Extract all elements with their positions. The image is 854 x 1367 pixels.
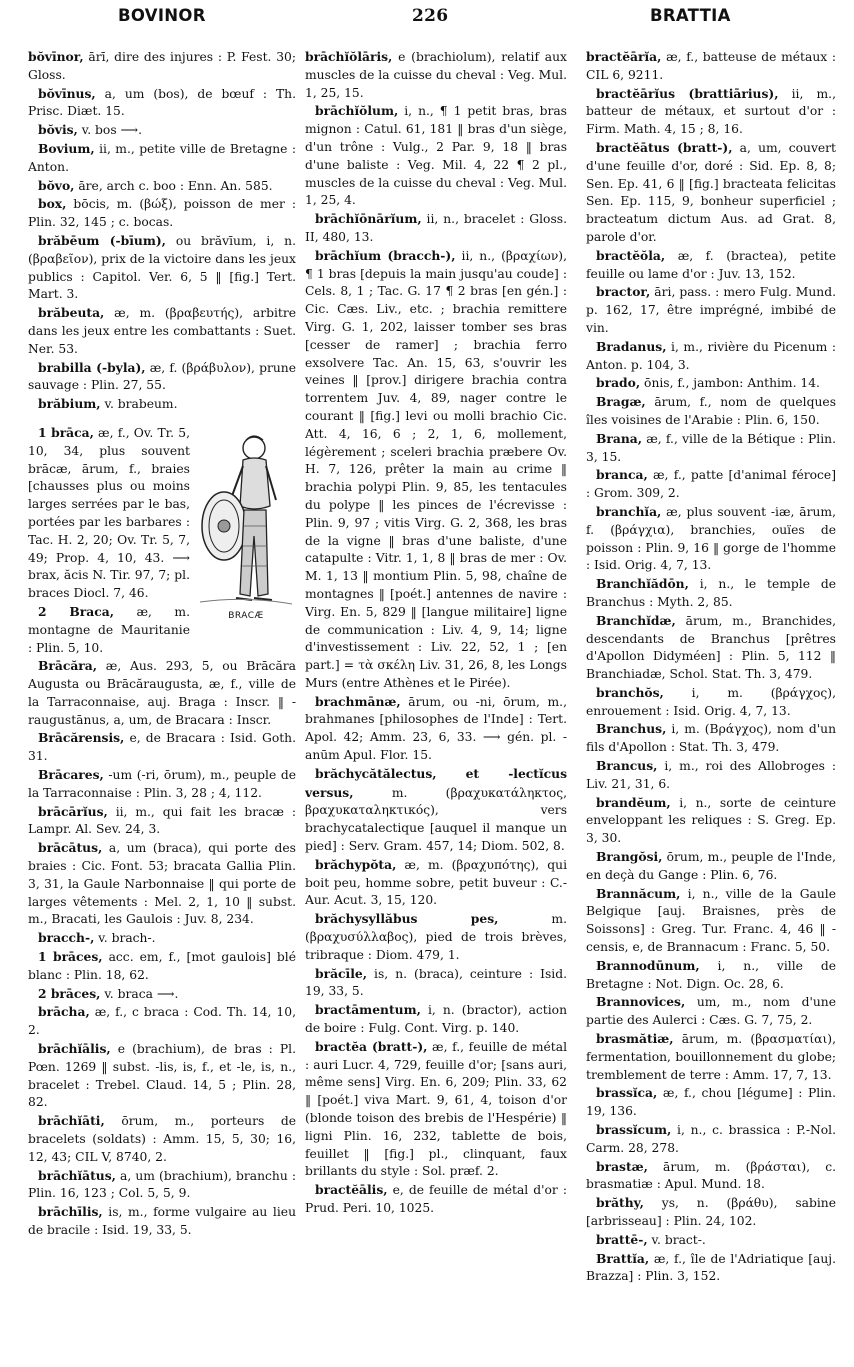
entry-headword: brandĕum, xyxy=(596,794,671,810)
entry-headword: bractĕārĭa, xyxy=(586,49,662,64)
entry-definition: e (brachiolum), relatif aux muscles de la cuisse du cheval : Veg. Mul. 1, 25, 15. xyxy=(305,50,567,100)
dictionary-entry xyxy=(305,1038,567,1181)
entry-headword: Branchus, xyxy=(596,721,667,737)
entry-headword: brăchysyllăbus pes, xyxy=(315,911,499,927)
dictionary-entry xyxy=(305,48,567,102)
header-first-headword: BOVINOR xyxy=(118,6,206,25)
dictionary-entry xyxy=(586,1158,836,1195)
page-number: 226 xyxy=(412,6,449,26)
entry-definition: i, m. (Βράγχος), nom d'un fils d'Apollon : Stat. Th. 3, 479. xyxy=(586,722,836,755)
entry-headword: bractĕātus (bratt-), xyxy=(596,139,733,155)
entry-definition: æ, Aus. 293, 5, ou Brācăra Augusta ou Brācăraugusta, æ, f., ville de la Tarraconnaise, auj. Braga : Inscr. ‖ -raugustānus, a, um, de Bracara : Inscr. xyxy=(28,659,296,727)
dictionary-entry xyxy=(28,232,296,304)
entry-headword: Branchĭădōn, xyxy=(596,576,689,592)
entry-definition: ii, m., batteur de métaux, et surtout d'or : Firm. Math. 4, 15 ; 8, 16. xyxy=(586,86,836,137)
dictionary-entry xyxy=(586,1030,836,1084)
column-right xyxy=(586,48,836,1360)
entry-definition: ii, m., petite ville de Bretagne : Anton. xyxy=(28,141,296,174)
entry-headword: Brannăcum, xyxy=(596,885,681,901)
dictionary-entry xyxy=(305,910,567,964)
entry-headword: brāchĭālis, xyxy=(38,1041,111,1057)
dictionary-entry xyxy=(586,283,836,337)
dictionary-entry xyxy=(586,1084,836,1121)
dictionary-entry xyxy=(586,85,836,139)
entry-definition: v. bos ⟶. xyxy=(77,123,143,138)
entry-definition: æ, f. (βράβυλον), prune sauvage : Plin. 27, 55. xyxy=(28,360,296,393)
dictionary-entry xyxy=(28,359,296,396)
dictionary-entry xyxy=(586,139,836,247)
entry-definition: ārī, dire des injures : P. Fest. 30; Gloss. xyxy=(28,50,296,82)
entry-headword: brāchĭāti, xyxy=(38,1113,105,1129)
entry-definition: -um (-ri, ōrum), m., peuple de la Tarraconnaise : Plin. 3, 28 ; 4, 112. xyxy=(28,768,296,800)
entry-headword: box, xyxy=(38,196,67,212)
entry-headword: Brattĭa, xyxy=(596,1250,650,1266)
dictionary-entry xyxy=(305,1001,567,1038)
entry-definition: e, de Bracara : Isid. Goth. 31. xyxy=(28,731,296,764)
dictionary-entry xyxy=(28,766,296,803)
entry-definition: v. brach-. xyxy=(94,931,156,946)
dictionary-entry xyxy=(305,247,567,693)
entry-definition: i, n., le temple de Branchus : Myth. 2, 85. xyxy=(586,577,836,609)
entry-definition: æ, f., chou [légume] : Plin. 19, 136. xyxy=(586,1086,836,1119)
entry-headword: Branchĭdæ, xyxy=(596,612,676,628)
entry-definition: a, um (brachium), branchu : Plin. 16, 123 ; Col. 5, 5, 9. xyxy=(28,1168,296,1201)
entry-definition: e (brachium), de bras : Pl. Pœn. 1269 ‖ subst. -lis, is, f., et -le, is, n., bracelet : Trebel. Claud. 14, 5 ; Plin. 28, 82. xyxy=(28,1042,296,1110)
dictionary-entry xyxy=(586,957,836,994)
entry-definition: bōcis, m. (βώξ), poisson de mer : Plin. 32, 145 ; c. bocas. xyxy=(28,197,296,230)
entry-definition: e, de feuille de métal d'or : Prud. Peri. 10, 1025. xyxy=(305,1183,567,1215)
dictionary-entry xyxy=(586,1250,836,1287)
dictionary-entry xyxy=(28,1167,296,1204)
entry-definition: is, m., forme vulgaire au lieu de bracile : Isid. 19, 33, 5. xyxy=(28,1205,296,1237)
entry-headword: bractĕa (bratt-), xyxy=(315,1038,428,1054)
entry-headword: Brancus, xyxy=(596,758,658,774)
entry-headword: brāchĭŏlāris, xyxy=(305,49,393,64)
entry-definition: m. (βραχυκατάληκτος, βραχυκαταληκτικός), vers brachycatalectique [auquel il manque un pied] : Serv. Gram. 457, 14; Diom. 502, 8. xyxy=(305,785,567,854)
dictionary-entry xyxy=(586,1121,836,1158)
entry-headword: Brannovices, xyxy=(596,994,686,1010)
entry-headword: brăbēum (-bīum), xyxy=(38,232,166,248)
entry-definition: i, n., ville de la Gaule Belgique [auj. Braisnes, près de Soissons] : Greg. Tur. Franc. 4, 46 ‖ -censis, e, de Brannacum : Franc. 5, 50. xyxy=(586,886,836,955)
entry-definition: æ, f., feuille de métal : auri Lucr. 4, 729, feuille d'or; [sans auri, même sens] Virg. En. 6, 209; Plin. 33, 62 ‖ [poét.] viva Mart. 9, 61, 4, toison d'or (blonde toison des brebis de l'Hespérie) ‖ ligni Plin. 16, 232, tablette de bois, feuillet ‖ [fig.] pl., clinquant, faux brillants du style : Sol. præf. 2. xyxy=(305,1039,567,1179)
entry-definition: æ, f., Ov. Tr. 5, 10, 34, plus souvent brācæ, ārum, f., braies [chausses plus ou moins larges serrées par le bas, portées par les barbares : Tac. H. 2, 20; Ov. Tr. 5, 7, 49; Prop. 4, 10, 43. ⟶ brax, ăcis N. Tir. 97, 7; pl. braces Diocl. 7, 46. xyxy=(28,425,190,601)
dictionary-entry xyxy=(28,177,296,196)
column-middle xyxy=(305,48,567,1360)
entry-headword: Brācares, xyxy=(38,767,104,783)
entry-definition: ārum, m., Branchides, descendants de Branchus [prêtres d'Apollon Didyméen] : Plin. 5, 112 ‖ Branchiadæ, Schol. Stat. Th. 3, 479. xyxy=(586,613,836,682)
entry-headword: 2 Braca, xyxy=(38,603,114,619)
entry-headword: bractĕārĭus (brattiārius), xyxy=(596,85,779,101)
dictionary-entry xyxy=(28,48,296,85)
dictionary-entry xyxy=(28,85,296,122)
entry-headword: brassĭca, xyxy=(596,1085,658,1101)
entry-headword: bracch-, xyxy=(38,930,95,946)
dictionary-entry xyxy=(305,1181,567,1218)
entry-definition: ōrum, m., porteurs de bracelets (soldats) : Amm. 15, 5, 30; 16, 12, 43; CIL V, 8740, 2. xyxy=(28,1114,296,1164)
dictionary-entry xyxy=(28,729,296,766)
entry-headword: bŏvīnor, xyxy=(28,49,84,64)
entry-headword: brachmānæ, xyxy=(315,693,401,709)
dictionary-entry xyxy=(28,195,296,232)
entry-headword: Bovium, xyxy=(38,140,95,156)
dictionary-entry xyxy=(586,993,836,1030)
entry-definition: ārum, f., nom de quelques îles voisines de l'Arabie : Plin. 6, 150. xyxy=(586,395,836,427)
entry-definition: um, m., nom d'une partie des Aulerci : Cæs. G. 7, 75, 2. xyxy=(586,995,836,1028)
dictionary-entry xyxy=(28,803,296,840)
entry-definition: i, n. (bractor), action de boire : Fulg. Cont. Virg. p. 140. xyxy=(305,1003,567,1036)
dictionary-entry xyxy=(305,693,567,765)
entry-spacer xyxy=(28,414,296,424)
dictionary-entry xyxy=(28,1112,296,1166)
entry-headword: brāchĭŏlum, xyxy=(315,103,399,119)
page-header xyxy=(0,0,854,40)
entry-headword: brāchĭum (bracch-), xyxy=(315,247,456,263)
dictionary-entry xyxy=(28,839,296,929)
entry-definition: a, um (braca), qui porte des braies : Cic. Font. 53; bracata Gallia Plin. 3, 31, la Gaule Narbonnaise ‖ qui porte de larges vêtements : Mel. 2, 1, 10 ‖ subst. m., Bracati, les Gaulois : Juv. 8, 234. xyxy=(28,841,296,927)
entry-definition: v. bract-. xyxy=(647,1232,706,1247)
entry-headword: bŏvis, xyxy=(38,122,78,138)
entry-headword: Brangŏsi, xyxy=(596,849,663,865)
entry-definition: ii, n., bracelet : Gloss. II, 480, 13. xyxy=(305,212,567,244)
entry-definition: ārum, ou -ni, ōrum, m., brahmanes [philosophes de l'Inde] : Tert. Apol. 42; Amm. 23, 6, 33. ⟶ gén. pl. -anūm Apul. Flor. 15. xyxy=(305,694,567,763)
dictionary-entry xyxy=(586,575,836,612)
entry-definition: i, n., sorte de ceinture enveloppant les reliques : S. Greg. Ep. 3, 30. xyxy=(586,795,836,846)
entry-definition: ou brăvīum, i, n. (βραβεῖον), prix de la victoire dans les jeux publics : Capitol. Ver. 6, 5 ‖ [fig.] Tert. Mart. 3. xyxy=(28,233,296,302)
entry-headword: bractor, xyxy=(596,284,651,300)
entry-headword: bractāmentum, xyxy=(315,1002,421,1018)
entry-definition: is, n. (braca), ceinture : Isid. 19, 33, 5. xyxy=(305,966,567,999)
entry-definition: æ, m. (βραβευτής), arbitre dans les jeux entre les combattants : Suet. Ner. 53. xyxy=(28,306,296,356)
entry-definition: ys, n. (βράθυ), sabine [arbrisseau] : Plin. 24, 102. xyxy=(586,1196,836,1228)
entry-headword: 1 brāces, xyxy=(38,949,103,965)
column-left xyxy=(28,48,296,1360)
entry-headword: brăthy, xyxy=(596,1195,644,1211)
entry-definition: æ, m. (βραχυπότης), qui boit peu, homme sobre, petit buveur : C.-Aur. Acut. 3, 15, 120. xyxy=(305,857,567,908)
entry-definition: āre, arch c. boo : Enn. An. 585. xyxy=(74,178,273,193)
entry-headword: brăbium, xyxy=(38,396,101,412)
entry-headword: Brannodūnum, xyxy=(596,957,700,973)
entry-headword: brācha, xyxy=(38,1004,90,1020)
entry-headword: brăcīle, xyxy=(315,965,367,981)
dictionary-entry xyxy=(586,503,836,575)
entry-definition: i, n., c. brassica : P.-Nol. Carm. 28, 278. xyxy=(586,1123,836,1155)
dictionary-entry xyxy=(28,1203,296,1240)
entry-headword: brado, xyxy=(596,375,641,391)
dictionary-entry xyxy=(586,393,836,430)
dictionary-entry xyxy=(28,948,296,985)
dictionary-entry xyxy=(586,848,836,885)
entry-headword: 1 brāca, xyxy=(38,424,94,440)
entry-definition: æ, m. montagne de Mauritanie : Plin. 5, 10. xyxy=(28,604,190,655)
entry-headword: brācātus, xyxy=(38,840,103,856)
entry-headword: branca, xyxy=(596,467,648,483)
dictionary-entry xyxy=(28,657,296,729)
entry-headword: brasmătiæ, xyxy=(596,1031,674,1047)
entry-headword: 2 brāces, xyxy=(38,985,101,1001)
entry-definition: ii, n., (βραχίων), ¶ 1 bras [depuis la main jusqu'au coude] : Cels. 8, 1 ; Tac. G. 17 ¶ 2 bras [en gén.] : Cic. Cæs. Liv., etc. ; brachia remittere Virg. G. 1, 202, laisser tomber ses bras [cesser de ramer] ; brachia ferro exsolvere Tac. An. 15, 63, s'ouvrir les veines ‖ [prov.] dirigere brachia contra torrentem Juv. 4, 89, nager contre le courant ‖ [fig.] levi ou molli brachio Cic. Att. 4, 16, 6 ; 2, 1, 6, mollement, légèrement ; sceleri brachia præbere Ov. H. 7, 126, prêter la main au crime ‖ brachia polypi Plin. 9, 85, les tentacules du polype ‖ les pinces de l'écrevisse : Plin. 9, 97 ; vitis Virg. G. 2, 368, les bras de la vigne ‖ bras d'une baliste, d'une catapulte : Vitr. 1, 1, 8 ‖ bras de mer : Ov. M. 1, 13 ‖ montium Plin. 5, 98, chaîne de montagnes ‖ [poét.] antennes de navire : Virg. En. 5, 829 ‖ [langue militaire] ligne de communication : Liv. 4, 9, 14; ligne d'investissement : Liv. 22, 52, 1 ; [en part.] = τὰ σκέλη Liv. 31, 26, 8, les Longs Murs (entre Athènes et le Pirée). xyxy=(305,248,567,690)
entry-headword: brāchĭōnārĭum, xyxy=(315,211,422,227)
dictionary-entry xyxy=(305,856,567,910)
entry-headword: Brācăra, xyxy=(38,658,98,674)
dictionary-entry xyxy=(28,395,296,414)
entry-definition: æ, f., c braca : Cod. Th. 14, 10, 2. xyxy=(28,1005,296,1038)
dictionary-entry xyxy=(586,885,836,957)
entry-headword: bractĕŏla, xyxy=(596,247,666,263)
entry-headword: brăbeuta, xyxy=(38,305,105,321)
entry-headword: branchĭa, xyxy=(596,503,662,519)
dictionary-entry xyxy=(305,210,567,247)
dictionary-entry xyxy=(586,612,836,684)
entry-headword: Bradanus, xyxy=(596,338,667,354)
entry-definition: āri, pass. : mero Fulg. Mund. p. 162, 17, être imprégné, imbibé de vin. xyxy=(586,285,836,335)
dictionary-entry xyxy=(586,430,836,467)
dictionary-entry xyxy=(586,374,836,393)
entry-headword: bractĕālis, xyxy=(315,1182,388,1198)
entry-headword: brāchīlis, xyxy=(38,1204,103,1220)
dictionary-entry xyxy=(586,720,836,757)
dictionary-entry xyxy=(28,140,296,177)
entry-definition: ii, m., qui fait les bracæ : Lampr. Al. Sev. 24, 3. xyxy=(28,804,296,837)
entry-definition: ōnis, f., jambon: Anthim. 14. xyxy=(640,376,820,391)
dictionary-entry xyxy=(28,929,296,948)
dictionary-entry xyxy=(586,1194,836,1231)
entry-headword: brabilla (-byla), xyxy=(38,359,146,375)
figure-caption: BRACÆ xyxy=(228,611,264,622)
dictionary-entry xyxy=(28,1040,296,1112)
entry-headword: brassĭcum, xyxy=(596,1122,672,1138)
dictionary-entry xyxy=(586,794,836,848)
entry-headword: brattē-, xyxy=(596,1231,648,1247)
bracae-illustration xyxy=(196,426,296,626)
entry-definition: m. (βραχυσύλλαβος), pied de trois brèves, tribraque : Diom. 479, 1. xyxy=(305,912,567,962)
entry-definition: ārum, m. (βρασματίαι), fermentation, bouillonnement du globe; tremblement de terre : Amm. 17, 7, 13. xyxy=(586,1032,836,1082)
entry-headword: Bragæ, xyxy=(596,394,646,410)
entry-headword: branchŏs, xyxy=(596,684,664,700)
entry-headword: brăchypŏta, xyxy=(315,856,397,872)
entry-definition: æ, f., île de l'Adriatique [auj. Brazza] : Plin. 3, 152. xyxy=(586,1251,836,1284)
entry-headword: brācārĭus, xyxy=(38,803,108,819)
entry-definition: æ, f., ville de la Bétique : Plin. 3, 15. xyxy=(586,431,836,464)
entry-headword: brāchĭātus, xyxy=(38,1167,116,1183)
dictionary-entry xyxy=(586,684,836,721)
entry-definition: v. brabeum. xyxy=(100,397,178,412)
entry-definition: æ, plus souvent -iæ, ārum, f. (βράγχια), branchies, ouïes de poisson : Plin. 9, 16 ‖ gorge de l'homme : Isid. Orig. 4, 7, 13. xyxy=(586,504,836,573)
entry-definition: ōrum, m., peuple de l'Inde, en deçà du Gange : Plin. 6, 76. xyxy=(586,850,836,882)
entry-definition: æ, f., batteuse de métaux : CIL 6, 9211. xyxy=(586,50,836,82)
entry-headword: bŏvo, xyxy=(38,177,75,193)
dictionary-entry xyxy=(28,1003,296,1040)
dictionary-entry xyxy=(305,102,567,210)
dictionary-entry xyxy=(28,304,296,358)
entry-definition: i, m. (βράγχος), enrouement : Isid. Orig. 4, 7, 13. xyxy=(586,685,836,718)
entry-definition: æ, f. (bractea), petite feuille ou lame d'or : Juv. 13, 152. xyxy=(586,248,836,281)
dictionary-entry xyxy=(586,1231,836,1250)
dictionary-entry xyxy=(305,965,567,1002)
entry-definition: v. braca ⟶. xyxy=(100,986,179,1001)
entry-definition: ārum, m. (βράσται), c. brasmatiæ : Apul. Mund. 18. xyxy=(586,1159,836,1192)
dictionary-entry xyxy=(586,757,836,794)
entry-definition: a, um, couvert d'une feuille d'or, doré : Sid. Ep. 8, 8; Sen. Ep. 41, 6 ‖ [fig.] bracteata felicitas Sen. Ep. 115, 9, bonheur superficiel ; bracteatum dictum Aus. ad Grat. 8, parole d'or. xyxy=(586,140,836,244)
entry-definition: acc. em, f., [mot gaulois] blé blanc : Plin. 18, 62. xyxy=(28,950,296,982)
entry-headword: brăchycătălectus, et -lectĭcus versus, xyxy=(305,765,567,800)
entry-headword: Brana, xyxy=(596,430,643,446)
header-last-headword: BRATTIA xyxy=(650,6,731,25)
dictionary-entry xyxy=(586,338,836,375)
entry-definition: i, m., roi des Allobroges : Liv. 21, 31, 6. xyxy=(586,759,836,791)
entry-definition: i, n., ¶ 1 petit bras, bras mignon : Catul. 61, 181 ‖ bras d'un siège, d'un trône : Vulg., 2 Par. 9, 18 ‖ bras d'une baliste : Veg. Mil. 4, 22 ¶ 2 pl., muscles de la cuisse du cheval : Veg. Mul. 1, 25, 4. xyxy=(305,104,567,208)
entry-definition: a, um (bos), de bœuf : Th. Prisc. Diæt. 15. xyxy=(28,86,296,119)
entry-headword: Brācărensis, xyxy=(38,730,125,746)
entry-headword: brastæ, xyxy=(596,1158,648,1174)
entry-definition: æ, f., patte [d'animal féroce] : Grom. 309, 2. xyxy=(586,468,836,501)
entry-headword: bŏvīnus, xyxy=(38,85,96,101)
entry-definition: i, n., ville de Bretagne : Not. Dign. Oc. 28, 6. xyxy=(586,958,836,991)
entry-definition: i, m., rivière du Picenum : Anton. p. 104, 3. xyxy=(586,339,836,372)
dictionary-entry xyxy=(586,247,836,284)
dictionary-entry xyxy=(305,765,567,856)
dictionary-entry xyxy=(28,121,296,140)
dictionary-entry xyxy=(28,985,296,1004)
dictionary-entry xyxy=(586,466,836,503)
gaul-warrior-figure xyxy=(196,426,296,612)
dictionary-entry xyxy=(586,48,836,85)
